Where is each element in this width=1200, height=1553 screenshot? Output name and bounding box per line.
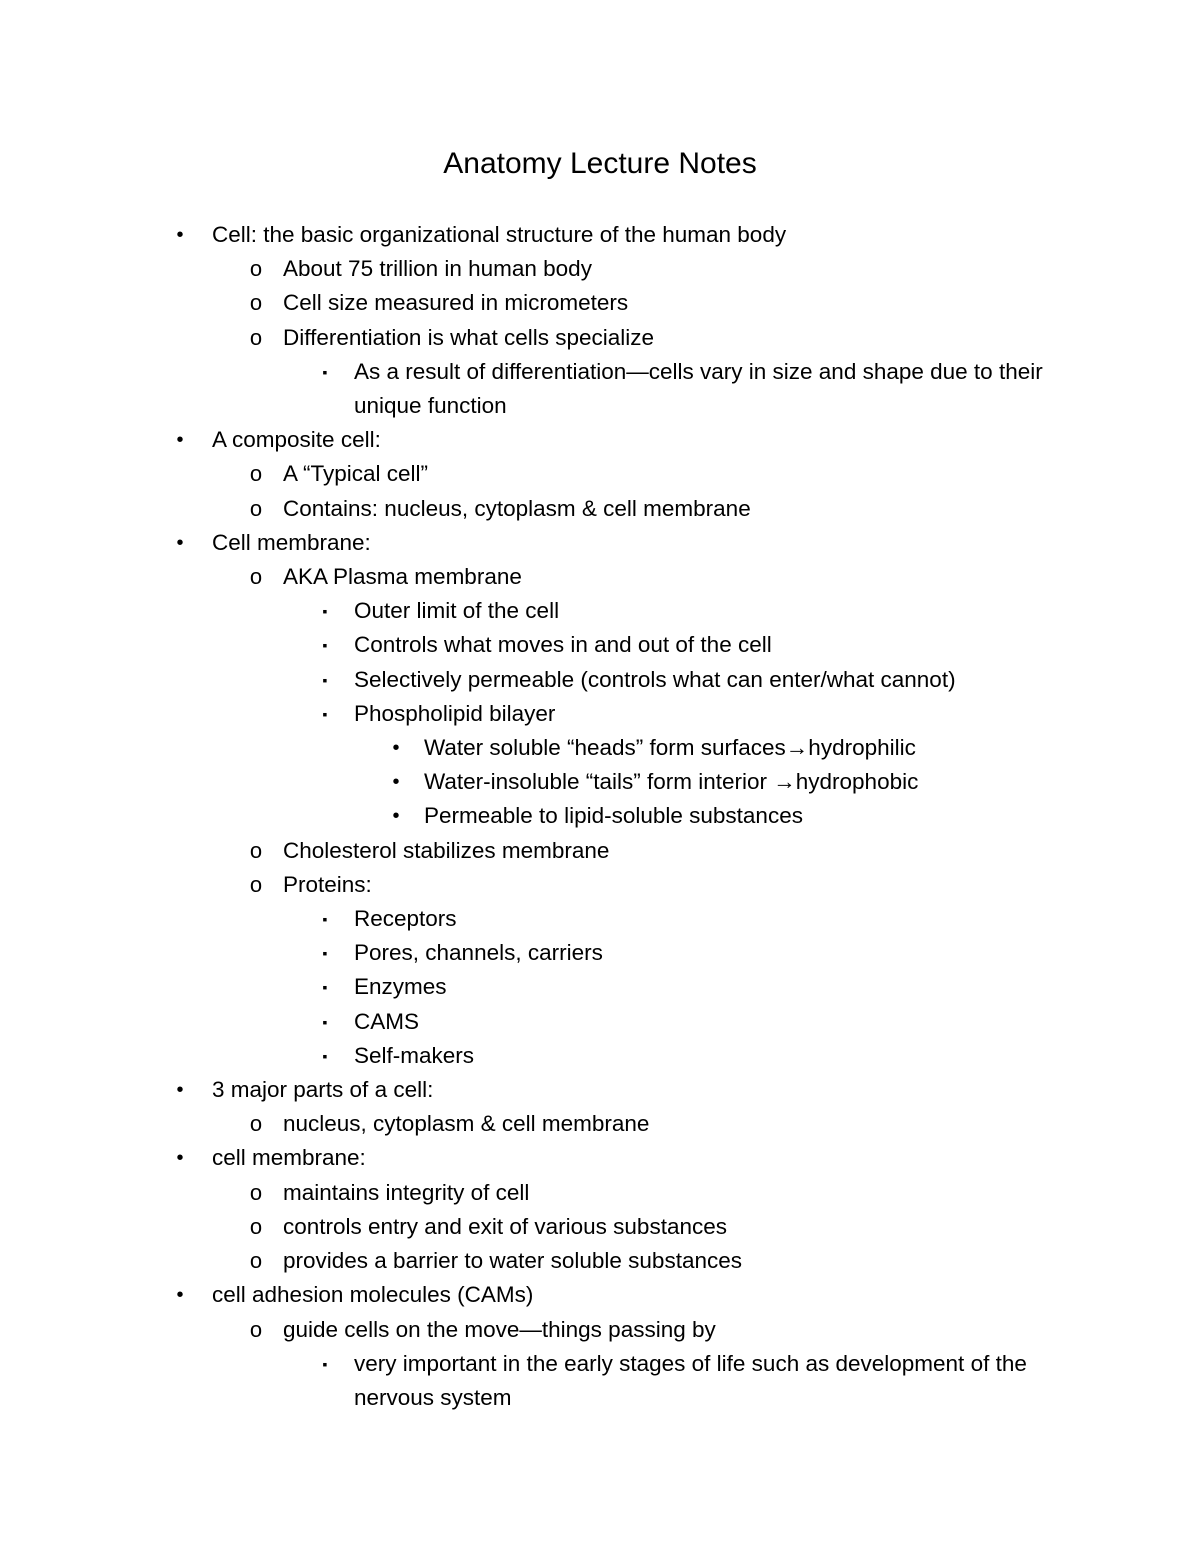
outline-item-level-3 <box>0 936 1200 970</box>
bullet-marker: ▪ <box>322 979 328 996</box>
outline-item-text: Phospholipid bilayer <box>354 700 556 726</box>
bullet-marker: o <box>249 324 263 350</box>
outline-item-level-2 <box>0 1107 1200 1141</box>
bullet-marker: o <box>249 1248 263 1274</box>
outline-item-level-1 <box>0 1278 1200 1312</box>
outline-item-text: Enzymes <box>354 974 447 1000</box>
outline-item-level-3 <box>0 663 1200 697</box>
outline-item-text: 3 major parts of a cell: <box>212 1077 434 1103</box>
bullet-marker: • <box>176 1147 184 1170</box>
outline-item-level-2 <box>0 834 1200 868</box>
outline-item-text: Self-makers <box>354 1042 475 1068</box>
outline-item-level-3 <box>0 1005 1200 1039</box>
outline-item-text: Cell membrane: <box>212 529 371 555</box>
outline-item-level-1 <box>0 526 1200 560</box>
bullet-marker: o <box>249 837 263 863</box>
outline-item-level-3 <box>0 1347 1200 1415</box>
outline-item-text: very important in the early stages of life such as development of the nervous system <box>354 1350 1027 1410</box>
bullet-marker: ▪ <box>322 671 328 688</box>
outline-item-level-2 <box>0 492 1200 526</box>
outline-item-text: A “Typical cell” <box>283 461 429 487</box>
outline-item-text: guide cells on the move—things passing by <box>283 1316 716 1342</box>
outline-item-text: AKA Plasma membrane <box>283 564 522 590</box>
bullet-marker: ▪ <box>322 911 328 928</box>
bullet-marker: ▪ <box>322 945 328 962</box>
bullet-marker: o <box>249 290 263 316</box>
outline-item-level-3 <box>0 902 1200 936</box>
outline-item-level-1 <box>0 1073 1200 1107</box>
outline-item-text: provides a barrier to water soluble substances <box>283 1248 742 1274</box>
bullet-marker: ▪ <box>322 1013 328 1030</box>
notes-outline <box>0 218 1200 1415</box>
outline-item-text: controls entry and exit of various substances <box>283 1213 727 1239</box>
outline-item-text: maintains integrity of cell <box>283 1179 530 1205</box>
outline-item-text: Receptors <box>354 906 457 932</box>
outline-item-level-1 <box>0 1141 1200 1175</box>
outline-item-level-3 <box>0 697 1200 731</box>
outline-item-level-4 <box>0 799 1200 833</box>
bullet-marker: ▪ <box>322 637 328 654</box>
outline-item-level-2 <box>0 286 1200 320</box>
outline-item-text: Outer limit of the cell <box>354 598 560 624</box>
bullet-marker: o <box>249 461 263 487</box>
outline-item-text: Differentiation is what cells specialize <box>283 324 655 350</box>
outline-item-text: About 75 trillion in human body <box>283 256 592 282</box>
outline-item-level-3 <box>0 355 1200 423</box>
outline-item-text: nucleus, cytoplasm & cell membrane <box>283 1111 650 1137</box>
outline-item-text: cell membrane: <box>212 1145 366 1171</box>
bullet-marker: ▪ <box>322 603 328 620</box>
bullet-marker: ▪ <box>322 1047 328 1064</box>
outline-item-level-2 <box>0 1313 1200 1347</box>
bullet-marker: o <box>249 495 263 521</box>
bullet-marker: • <box>176 1079 184 1102</box>
outline-item-level-2 <box>0 1210 1200 1244</box>
outline-item-text: Cell: the basic organizational structure of the human body <box>212 222 787 247</box>
bullet-marker: ▪ <box>322 705 328 722</box>
bullet-marker: • <box>176 1284 184 1307</box>
outline-item-text: Proteins: <box>283 871 372 897</box>
outline-item-level-2 <box>0 1244 1200 1278</box>
bullet-marker: o <box>249 1213 263 1239</box>
outline-item-level-2 <box>0 457 1200 491</box>
bullet-marker: o <box>249 564 263 590</box>
outline-item-level-3 <box>0 628 1200 662</box>
outline-item-text: Selectively permeable (controls what can enter/what cannot) <box>354 666 956 692</box>
outline-item-text: cell adhesion molecules (CAMs) <box>212 1282 534 1308</box>
bullet-marker: • <box>392 771 400 794</box>
bullet-marker: • <box>176 531 184 554</box>
outline-item-text: Controls what moves in and out of the cell <box>354 632 772 658</box>
outline-item-level-1 <box>0 423 1200 457</box>
bullet-marker: • <box>392 737 400 760</box>
bullet-marker: • <box>176 429 184 452</box>
outline-item-text: Cell size measured in micrometers <box>283 290 629 316</box>
outline-item-text: Pores, channels, carriers <box>354 940 603 966</box>
outline-item-text: Contains: nucleus, cytoplasm & cell membrane <box>283 495 751 521</box>
bullet-marker: • <box>392 805 400 828</box>
outline-item-level-3 <box>0 1039 1200 1073</box>
outline-item-text: A composite cell: <box>212 427 381 453</box>
page-title: Anatomy Lecture Notes <box>443 147 757 180</box>
outline-item-text: Permeable to lipid-soluble substances <box>424 803 803 829</box>
outline-item-level-3 <box>0 970 1200 1004</box>
outline-item-level-2 <box>0 321 1200 355</box>
bullet-marker: o <box>249 871 263 897</box>
bullet-marker: ▪ <box>322 1355 328 1372</box>
outline-item-text: Cholesterol stabilizes membrane <box>283 837 610 863</box>
outline-item-level-4 <box>0 765 1200 799</box>
outline-item-text: CAMS <box>354 1008 420 1034</box>
outline-item-level-2 <box>0 1176 1200 1210</box>
bullet-marker: o <box>249 1111 263 1137</box>
outline-item-level-2 <box>0 560 1200 594</box>
outline-item-text: Water soluble “heads” form surfaces→hydrophilic <box>424 735 916 761</box>
bullet-marker: o <box>249 1179 263 1205</box>
outline-item-text: Water-insoluble “tails” form interior →hydrophobic <box>424 769 919 795</box>
outline-item-level-3 <box>0 594 1200 628</box>
outline-item-level-1 <box>0 218 1200 252</box>
outline-item-level-2 <box>0 252 1200 286</box>
bullet-marker: • <box>176 224 184 246</box>
outline-item-text: As a result of differentiation—cells vary in size and shape due to their unique function <box>354 358 1043 419</box>
outline-item-level-2 <box>0 868 1200 902</box>
bullet-marker: ▪ <box>322 363 328 380</box>
outline-item-level-4 <box>0 731 1200 765</box>
bullet-marker: o <box>249 256 263 282</box>
bullet-marker: o <box>249 1316 263 1342</box>
